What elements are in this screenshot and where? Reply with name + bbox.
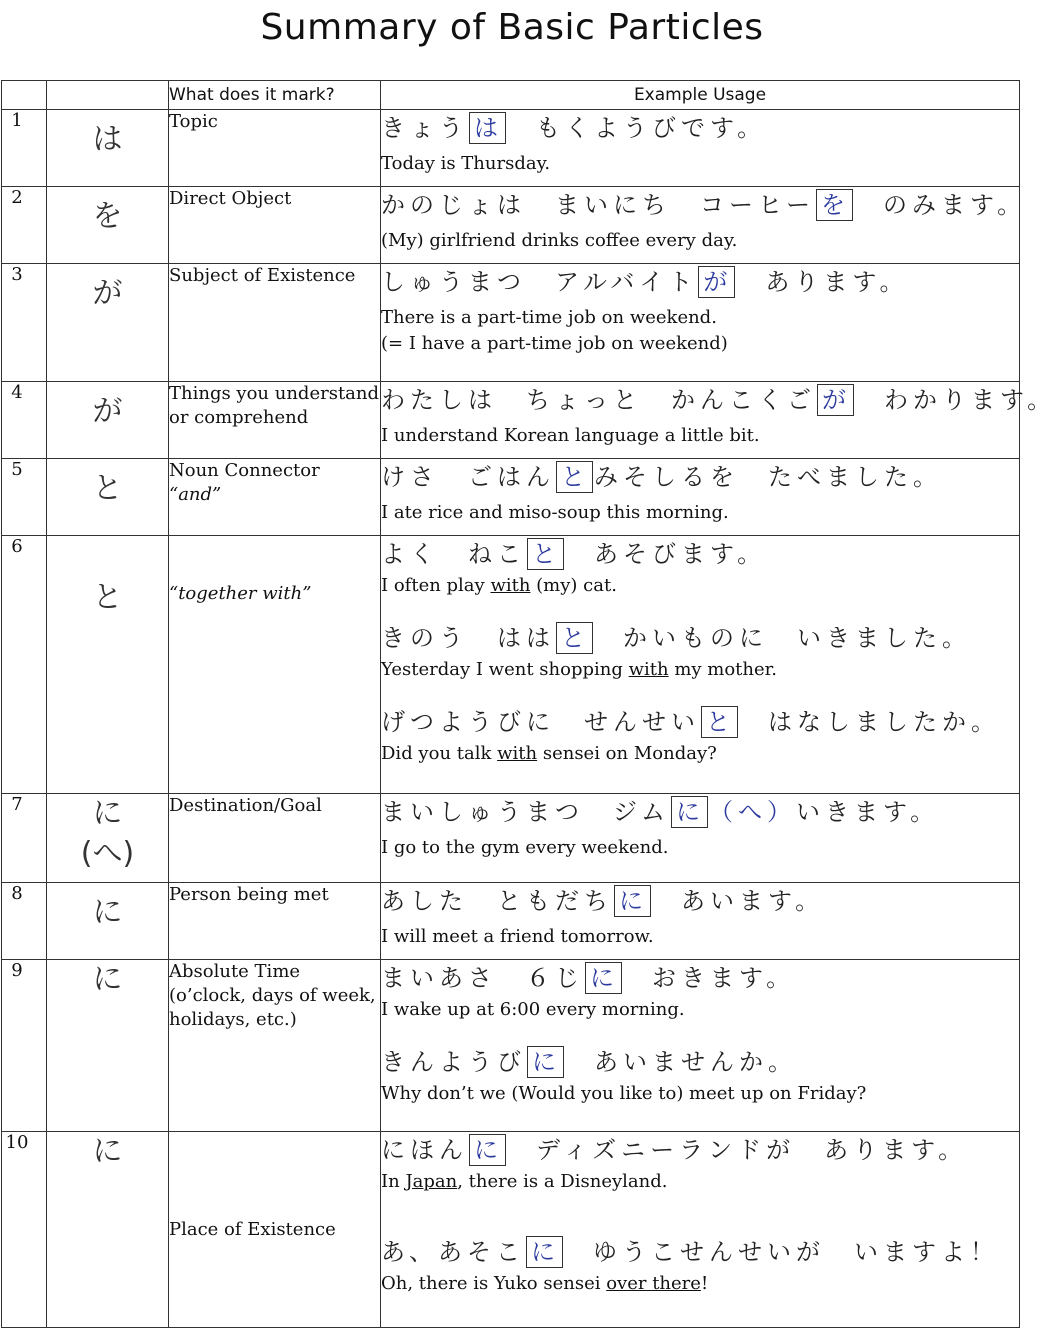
table-row [2,459,1020,536]
particle-highlight: に [469,1134,506,1166]
particle-cell: に [47,1132,169,1328]
particle-highlight: に [614,885,651,917]
example-jp: しゅうまつ アルバイト が あります。 [381,268,909,296]
example-cell [381,187,1027,264]
table-row [2,110,1020,187]
example-cell [381,382,1056,459]
example-jp: あ、あそこ に ゆうこせんせいが いますよ！ [381,1238,1000,1266]
table-row [2,264,1020,382]
particle-cell: を [47,187,169,264]
particle-cell: と [47,536,169,794]
example-en: I go to the gym every weekend. [381,837,669,858]
example-en: Did you talk with sensei on Monday? [381,743,717,764]
particle-highlight: と [556,461,593,493]
particle-cell: と [47,459,169,536]
particle-highlight: に [585,962,622,994]
header-mark: What does it mark? [169,81,381,110]
particle-highlight: に [527,1046,564,1078]
example-cell [381,459,1020,536]
example-en: Why don’t we (Would you like to) meet up on Friday? [381,1083,867,1104]
particle-highlight: と [701,706,738,738]
example-cell [381,883,1020,960]
header-particle [47,81,169,110]
row-number: 10 [2,1132,47,1328]
example-jp: きんようび に あいませんか。 [381,1048,797,1076]
row-number: 1 [2,110,47,187]
particle-cell: に [47,883,169,960]
page-title: Summary of Basic Particles [260,7,764,48]
mark-cell: Things you understand or comprehend [169,382,381,459]
particle-cell: に [47,960,169,1132]
example-jp: よく ねこ と あそびます。 [381,540,767,568]
header-example: Example Usage [381,81,1020,110]
particle-cell: に (へ) [47,794,169,883]
particle-highlight: と [556,622,593,654]
example-cell [381,960,1020,1132]
example-en: (= I have a part-time job on weekend) [381,333,728,354]
row-number: 4 [2,382,47,459]
row-number: 3 [2,264,47,382]
example-jp: きょう は もくようびです。 [381,114,767,142]
example-en: In Japan, there is a Disneyland. [381,1171,668,1192]
example-en: I ate rice and miso-soup this morning. [381,502,729,523]
mark-cell: Place of Existence [169,1132,381,1328]
example-jp: わたしは ちょっと かんこくご が わかります。 [381,386,1056,414]
table-header-row [2,81,1020,110]
mark-text-italic: “together with” [169,583,312,604]
mark-cell: Absolute Time (o’clock, days of week, holidays, etc.) [169,960,381,1132]
mark-cell: Destination/Goal [169,794,381,883]
particle-highlight: に [526,1236,563,1268]
table-row [2,536,1020,794]
mark-cell: Subject of Existence [169,264,381,382]
particle-highlight: が [698,266,735,298]
particles-table [1,80,1056,1328]
alt-particle: （へ） [709,798,797,826]
particle-highlight: に [671,796,708,828]
table-row [2,794,1020,883]
example-en: I often play with (my) cat. [381,575,617,596]
row-number: 6 [2,536,47,794]
row-number: 8 [2,883,47,960]
row-number: 5 [2,459,47,536]
mark-text: Noun Connector [169,460,320,481]
example-jp: あした ともだち に あいます。 [381,887,825,915]
example-en: Today is Thursday. [381,153,551,174]
row-number: 9 [2,960,47,1132]
particle-highlight: と [527,538,564,570]
example-jp: かのじょは まいにち コーヒー を のみます。 [381,191,1027,219]
example-jp: きのう はは と かいものに いきました。 [381,624,971,652]
example-cell [381,1132,1020,1328]
mark-cell [169,459,381,536]
example-en: Yesterday I went shopping with my mother. [381,659,778,680]
example-jp: まいあさ ６じ に おきます。 [381,964,796,992]
example-en: I understand Korean language a little bit. [381,425,760,446]
example-cell [381,264,1020,382]
example-jp: げつようびに せんせい と はなしましたか。 [381,708,1000,736]
table-row [2,883,1020,960]
example-jp: にほん に ディズニーランドが あります。 [381,1136,968,1164]
mark-cell: Direct Object [169,187,381,264]
mark-cell [169,536,381,794]
mark-text-italic: “and” [169,484,222,505]
example-cell [381,794,1020,883]
particle-cell: は [47,110,169,187]
table-row [2,1132,1020,1328]
example-en: I will meet a friend tomorrow. [381,926,654,947]
particle-highlight: は [469,112,506,144]
table-row [2,960,1020,1132]
mark-cell: Topic [169,110,381,187]
header-num [2,81,47,110]
row-number: 2 [2,187,47,264]
example-en: (My) girlfriend drinks coffee every day. [381,230,738,251]
example-en: I wake up at 6:00 every morning. [381,999,685,1020]
example-en: There is a part-time job on weekend. [381,307,717,328]
row-number: 7 [2,794,47,883]
particle-highlight: が [817,384,854,416]
table-row [2,187,1020,264]
particle-cell: が [47,264,169,382]
table-row [2,382,1020,459]
example-cell [381,110,1020,187]
example-en: Oh, there is Yuko sensei over there! [381,1273,709,1294]
example-jp: けさ ごはん と みそしるを たべました。 [381,463,942,491]
example-cell [381,536,1020,794]
example-jp: まいしゅうまつ ジム に （へ）いきます。 [381,798,940,826]
mark-cell: Person being met [169,883,381,960]
particle-highlight: を [816,189,853,221]
particle-cell: が [47,382,169,459]
